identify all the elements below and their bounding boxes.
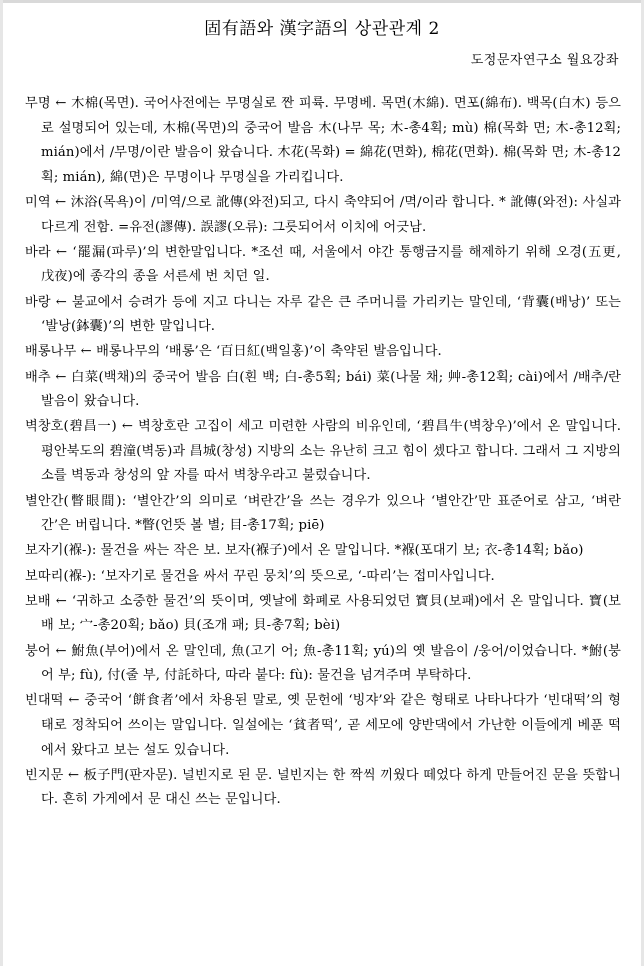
document-title: 固有語와 漢字語의 상관관계 2 (204, 19, 440, 39)
entry-bobae: 보배 ← ‘귀하고 소중한 물건’의 뜻이며, 옛날에 화폐로 사용되었던 寶貝(보패)에서 온 말입니다. 寶(보배 보; 宀-총20획; bǎo) 貝(조개 패; 貝-총7획; bèi) (25, 593, 621, 634)
document-byline: 도정문자연구소 월요강좌 (470, 53, 619, 68)
entry-miyeok: 미역 ← 沐浴(목욕)이 /미역/으로 訛傳(와전)되고, 다시 축약되어 /멱/이라 합니다. * 訛傳(와전): 사실과 다르게 전함. =유전(謬傳). 誤謬(오류): 그릇되어서 이치에 어긋남. (25, 194, 621, 235)
entry-bottari: 보따리(褓-): ‘보자기로 물건을 싸서 꾸린 뭉치’의 뜻으로, ‘-따리’는 접미사입니다. (25, 568, 495, 584)
glossary-entries (25, 92, 621, 814)
entry-byeokchangho: 벽창호(碧昌一) ← 벽창호란 고집이 세고 미련한 사람의 비유인데, ‘碧昌牛(벽창우)’에서 온 말입니다. 평안북도의 碧潼(벽동)과 昌城(창성) 지방의 소는 유난히 크고 힘이 셌다고 합니다. 그래서 그 지방의 소를 벽동과 창성의 앞 자를 따서 벽창우라고 불렀습니다. (25, 419, 621, 484)
page-left-edge (0, 0, 3, 966)
entry-bojagi: 보자기(褓-): 물건을 싸는 작은 보. 보자(褓子)에서 온 말입니다. *褓(포대기 보; 衣-총14획; bǎo) (25, 543, 584, 559)
entry-baechu: 배추 ← 白菜(백채)의 중국어 발음 白(흰 백; 白-총5획; bái) 菜(나물 채; 艸-총12획; cài)에서 /배추/란 발음이 왔습니다. (25, 369, 621, 410)
entry-barang: 바랑 ← 불교에서 승려가 등에 지고 다니는 자루 같은 큰 주머니를 가리키는 말인데, ‘背囊(배낭)’ 또는 ‘발낭(鉢囊)’의 변한 말입니다. (25, 294, 621, 335)
entry-byeorangan: 별안간(瞥眼間): ‘별안간’의 의미로 ‘벼란간’을 쓰는 경우가 있으나 ‘별안간’만 표준어로 삼고, ‘벼란간’은 버립니다. *瞥(언뜻 볼 별; 目-총17획; piē) (25, 493, 621, 534)
entry-binjimun: 빈지문 ← 板子門(판자문). 널빈지로 된 문. 널빈지는 한 짝씩 끼웠다 떼었다 하게 만들어진 문을 뜻합니다. 흔히 가게에서 문 대신 쓰는 문입니다. (25, 767, 621, 808)
entry-bindaetteok: 빈대떡 ← 중국어 ‘餅食者’에서 차용된 말로, 옛 문헌에 ‘빙쟈’와 같은 형태로 나타나다가 ‘빈대떡’의 형태로 정착되어 쓰이는 말입니다. 일설에는 ‘貧者떡’, 곧 세모에 양반댁에서 가난한 이들에게 베푼 떡에서 왔다고 보는 설도 있습니다. (25, 693, 621, 758)
entry-baerongnamu: 배롱나무 ← 배롱나무의 ‘배롱’은 ‘百日紅(백일홍)’이 축약된 발음입니다. (25, 344, 442, 360)
page-top-edge (0, 0, 644, 3)
entry-bungeo: 붕어 ← 鮒魚(부어)에서 온 말인데, 魚(고기 어; 魚-총11획; yú)의 옛 발음이 /웅어/이었습니다. *鮒(붕어 부; fù), 付(줄 부, 付託하다, 따라 붙다: fù): 물건을 넘겨주며 부탁하다. (25, 643, 621, 684)
entry-mumyeong: 무명 ← 木棉(목면). 국어사전에는 무명실로 짠 피륙. 무명베. 목면(木綿). 면포(綿布). 백목(白木) 등으로 설명되어 있는데, 木棉(목면)의 중국어 발음 木(나무 목; 木-총4획; mù) 棉(목화 면; 木-총12획; mián)에서 /무명/이란 발음이 왔습니다. 木花(목화) = 綿花(면화), 棉花(면화). 棉(목화 면; 木-총12획; mián), 綿(면)은 무명이나 무명실을 가리킵니다. (25, 96, 621, 185)
entry-bara: 바라 ← ‘罷漏(파루)’의 변한말입니다. *조선 때, 서울에서 야간 통행금지를 해제하기 위해 오경(五更, 戊夜)에 종각의 종을 서른세 번 치던 일. (25, 244, 621, 285)
